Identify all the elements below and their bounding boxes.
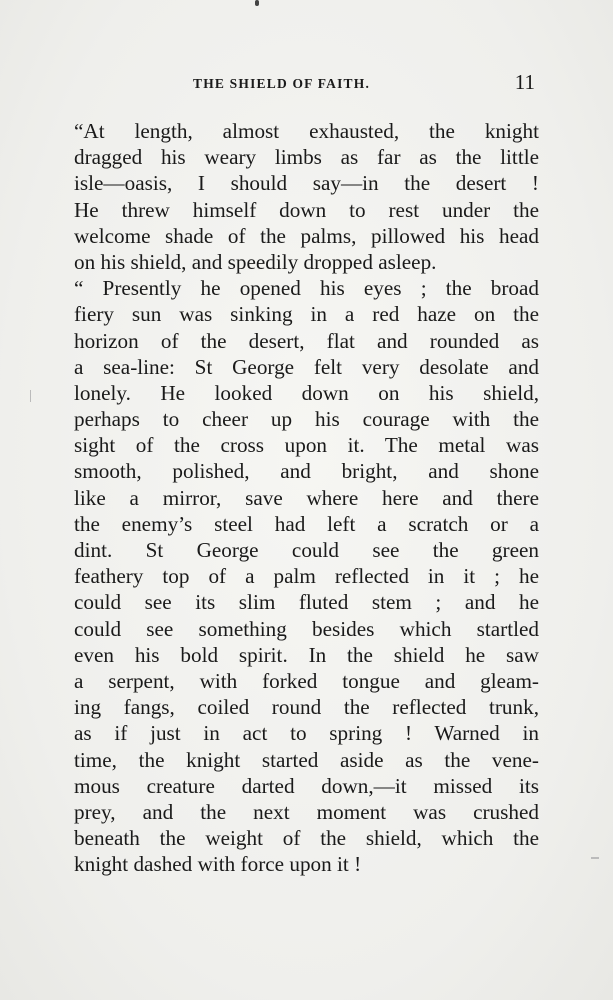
text-line: ing fangs, coiled round the reflected trunk,	[74, 695, 539, 720]
text-line: horizon of the desert, flat and rounded as	[74, 328, 539, 353]
text-line: on his shield, and speedily dropped asleep.	[74, 249, 437, 274]
page-number: 11	[514, 70, 535, 94]
text-line: “At length, almost exhausted, the knight	[74, 119, 539, 143]
text-line: the enemy’s steel had left a scratch or a	[74, 511, 539, 536]
margin-mark	[30, 390, 31, 402]
running-head	[75, 70, 537, 98]
text-line: even his bold spirit. In the shield he saw	[74, 642, 539, 667]
text-line: He threw himself down to rest under the	[74, 197, 539, 222]
text-line: “ Presently he opened his eyes ; the broad	[74, 276, 539, 301]
text-line: time, the knight started aside as the vene-	[74, 747, 539, 772]
text-line: mous creature darted down,—it missed its	[74, 773, 539, 798]
text-line: smooth, polished, and bright, and shone	[74, 459, 539, 484]
text-line: could see something besides which startled	[74, 616, 539, 641]
edge-mark	[591, 857, 599, 859]
text-line: a serpent, with forked tongue and gleam-	[74, 668, 539, 693]
text-line: isle—oasis, I should say—in the desert !	[74, 171, 539, 196]
text-line: could see its slim fluted stem ; and he	[74, 590, 539, 615]
text-line: sight of the cross upon it. The metal was	[74, 433, 539, 458]
text-line: like a mirror, save where here and there	[74, 485, 539, 510]
text-line: beneath the weight of the shield, which the	[74, 826, 539, 851]
running-title: THE SHIELD OF FAITH.	[193, 76, 371, 91]
text-line: prey, and the next moment was crushed	[74, 799, 539, 824]
body-text	[74, 118, 539, 877]
text-line: fiery sun was sinking in a red haze on the	[74, 302, 539, 327]
text-line: knight dashed with force upon it !	[74, 852, 362, 877]
text-line: dint. St George could see the green	[74, 538, 539, 562]
text-line: feathery top of a palm reflected in it ; he	[74, 564, 539, 589]
text-line: lonely. He looked down on his shield,	[74, 380, 539, 405]
text-line: dragged his weary limbs as far as the little	[74, 145, 539, 170]
text-line: a sea-line: St George felt very desolate and	[74, 354, 539, 379]
print-mark	[255, 0, 259, 6]
text-line: perhaps to cheer up his courage with the	[74, 407, 539, 432]
text-line: welcome shade of the palms, pillowed his head	[74, 223, 539, 248]
text-line: as if just in act to spring ! Warned in	[74, 721, 539, 746]
